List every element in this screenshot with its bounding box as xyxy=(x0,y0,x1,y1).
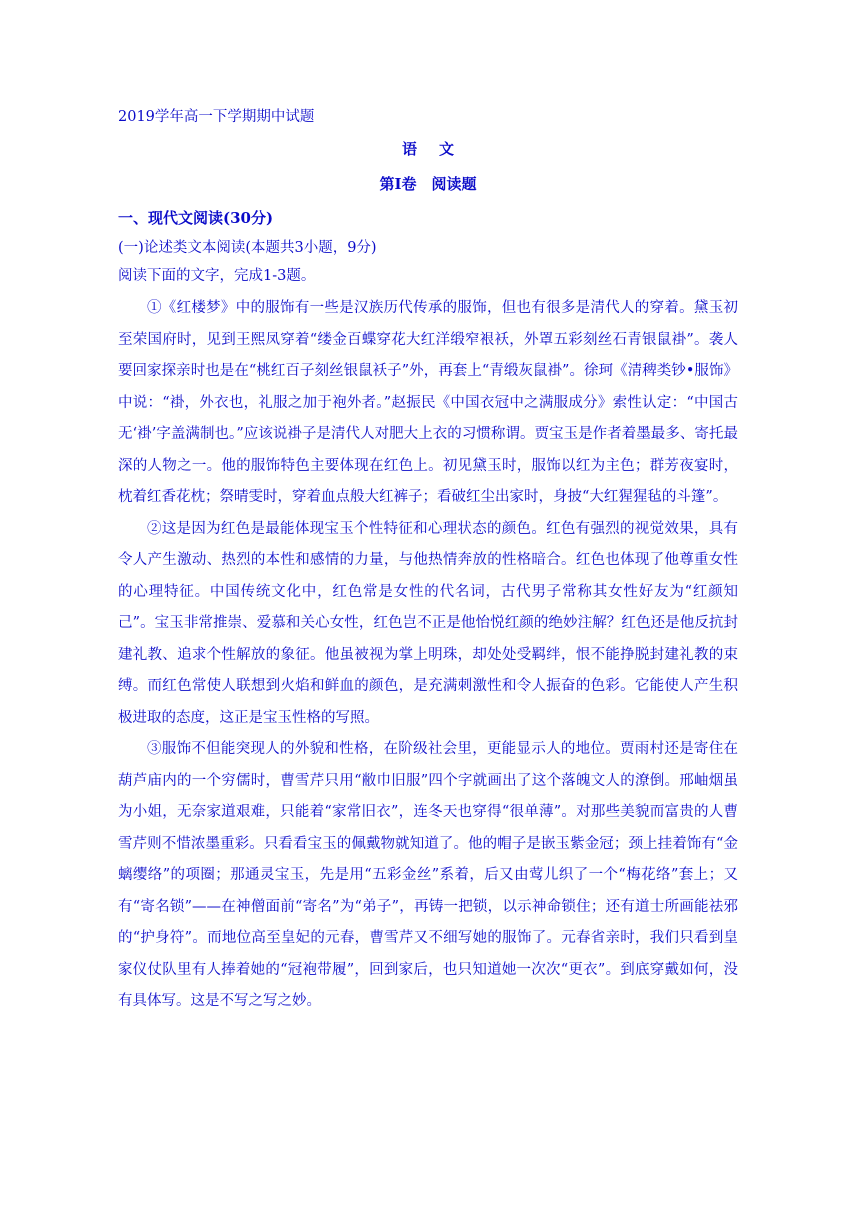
exam-title: 2019学年高一下学期期中试题 xyxy=(118,109,315,125)
reading-instruction: 阅读下面的文字，完成1-3题。 xyxy=(118,268,316,284)
passage-paragraph-1: ①《红楼梦》中的服饰有一些是汉族历代传承的服饰，但也有很多是清代人的穿着。黛玉初至荣国府时，见到王熙凤穿着“缕金百蝶穿花大红洋缎窄裉袄，外罩五彩刻丝石青银鼠褂”。袭人要回家探亲时也是在“桃红百子刻丝银鼠袄子”外，再套上“青缎灰鼠褂”。徐珂《清稗类钞•服饰》中说：“褂，外衣也，礼服之加于袍外者。”赵振民《中国衣冠中之满服成分》索性认定：“中国古无‘褂’字盖满制也。”应该说褂子是清代人对肥大上衣的习惯称谓。贾宝玉是作者着墨最多、寄托最深的人物之一。他的服饰特色主要体现在红色上。初见黛玉时，服饰以红为主色；群芳夜宴时，枕着红香花枕；祭晴雯时，穿着血点般大红裤子；看破红尘出家时，身披“大红猩猩毡的斗篷”。 xyxy=(118,300,738,505)
subject-title: 语文 xyxy=(401,140,476,158)
passage-paragraph-3: ③服饰不但能突现人的外貌和性格，在阶级社会里，更能显示人的地位。贾雨村还是寄住在葫芦庙内的一个穷儒时，曹雪芹只用“敝巾旧服”四个字就画出了这个落魄文人的潦倒。邢岫烟虽为小姐，无奈家道艰难，只能着“家常旧衣”，连冬天也穿得“很单薄”。对那些美貌而富贵的人曹雪芹则不惜浓墨重彩。只看看宝玉的佩戴物就知道了。他的帽子是嵌玉紫金冠；颈上挂着饰有“金螭缨络”的项圈；那通灵宝玉，先是用“五彩金丝”系着，后又由莺儿织了一个“梅花络”套上；又有“寄名锁”——在神僧面前“寄名”为“弟子”，再铸一把锁，以示神命锁住；还有道士所画能祛邪的“护身符”。而地位高至皇妃的元春，曹雪芹又不细写她的服饰了。元春省亲时，我们只看到皇家仪仗队里有人捧着她的“冠袍带履”，回到家后，也只知道她一次次“更衣”。到底穿戴如何，没有具体写。这是不写之写之妙。 xyxy=(118,741,738,1009)
volume-title: 第Ⅰ卷 阅读题 xyxy=(379,175,477,193)
subsection-heading: (一)论述类文本阅读(本题共3小题，9分) xyxy=(118,240,377,256)
passage xyxy=(118,293,738,1018)
document-body xyxy=(118,102,738,1018)
section-heading: 一、现代文阅读(30分) xyxy=(118,209,274,227)
passage-paragraph-2: ②这是因为红色是最能体现宝玉个性特征和心理状态的颜色。红色有强烈的视觉效果，具有令人产生激动、热烈的本性和感情的力量，与他热情奔放的性格暗合。红色也体现了他尊重女性的心理特征。中国传统文化中，红色常是女性的代名词，古代男子常称其女性好友为“红颜知己”。宝玉非常推崇、爱慕和关心女性，红色岂不正是他怡悦红颜的绝妙注解？红色还是他反抗封建礼教、追求个性解放的象征。他虽被视为掌上明珠，却处处受羁绊，恨不能挣脱封建礼教的束缚。而红色常使人联想到火焰和鲜血的颜色，是充满刺激性和令人振奋的色彩。它能使人产生积极进取的态度，这正是宝玉性格的写照。 xyxy=(118,520,738,726)
